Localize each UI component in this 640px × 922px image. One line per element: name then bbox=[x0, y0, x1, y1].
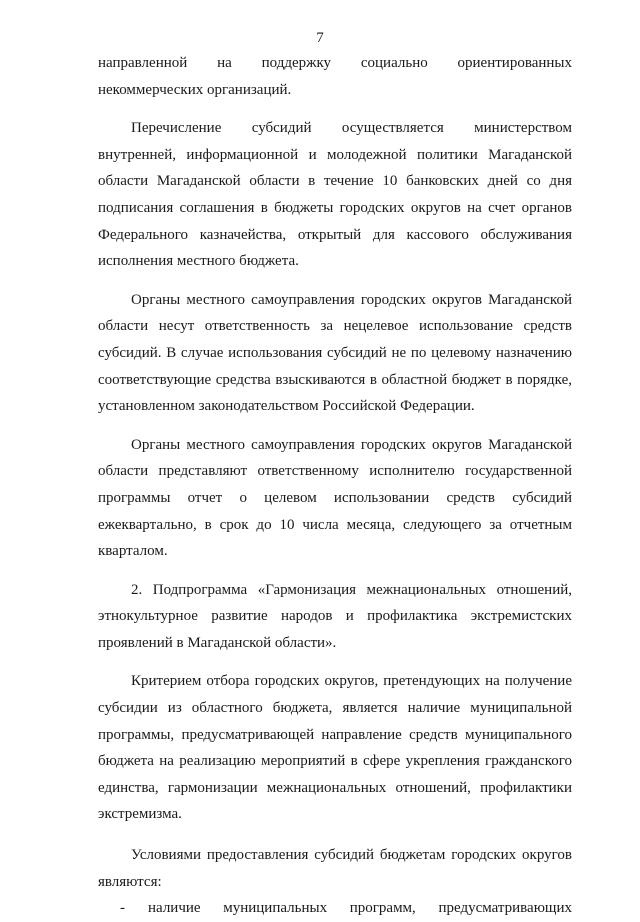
paragraph-2: Перечисление субсидий осуществляется министерством внутренней, информационной и молодежной политики Магаданской области Магаданской области в течение 10 банковских дней со дня подписания соглашения в бюджеты городских округов на счет органов Федерального казначейства, открытый для кассового обслуживания исполнения местного бюджета. bbox=[98, 120, 572, 270]
paragraph-7: Условиями предоставления субсидий бюджетам городских округов являются: bbox=[98, 847, 572, 890]
bullet-item bbox=[98, 895, 572, 922]
paragraph-1: направленной на поддержку социально ориентированных некоммерческих организаций. bbox=[98, 55, 572, 98]
bullet-text: наличие муниципальных программ, предусматривающих bbox=[148, 900, 572, 917]
bullet-marker: - bbox=[120, 900, 125, 917]
page-number: 7 bbox=[316, 30, 324, 46]
paragraph-6: Критерием отбора городских округов, претендующих на получение субсидии из областного бюджета, является наличие муниципальной программы, предусматривающей направление средств муниципального бюджета на реализацию мероприятий в сфере укрепления гражданского единства, гармонизации межнациональных отношений, профилактики экстремизма. bbox=[98, 673, 572, 823]
paragraph-subprogram-heading: 2. Подпрограмма «Гармонизация межнациональных отношений, этнокультурное развитие народов и профилактика экстремистских проявлений в Магаданской области». bbox=[98, 581, 572, 651]
paragraph-3: Органы местного самоуправления городских округов Магаданской области несут ответственность за нецелевое использование средств субсидий. В случае использования субсидий не по целевому назначению соответствующие средства взыскиваются в областной бюджет в порядке, установленном законодательством Российской Федерации. bbox=[98, 291, 572, 415]
paragraph-4: Органы местного самоуправления городских округов Магаданской области представляют ответственному исполнителю государственной программы отчет о целевом использовании средств субсидий ежеквартально, в срок до 10 числа месяца, следующего за отчетным кварталом. bbox=[98, 436, 572, 560]
document-body bbox=[98, 50, 572, 922]
